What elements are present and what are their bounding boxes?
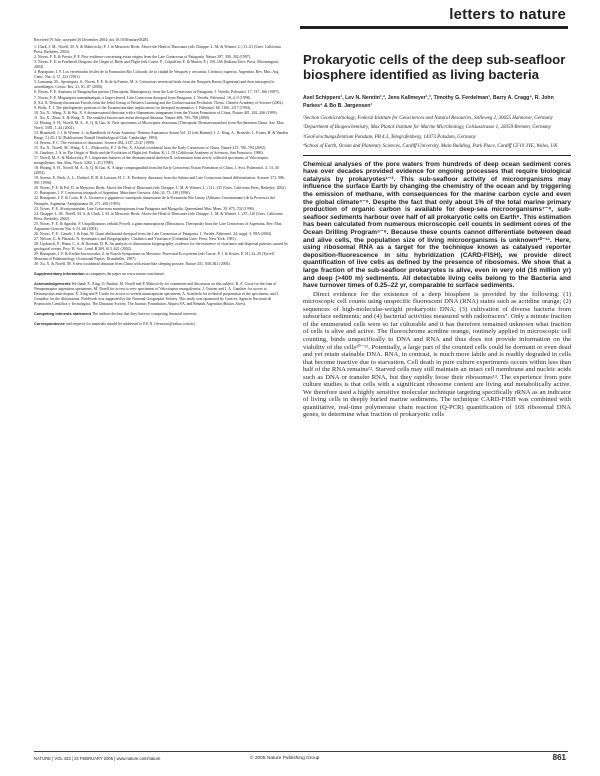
correspondence — [34, 321, 288, 327]
competing-text: The authors declare that they have no competing financial interests. — [91, 312, 198, 317]
reference-item: 22. Bonaparte, J. F. & Coria, R. A. Un nuevo y gigantesco saurópodo titanosaurio de la Formación Río Limay (Albiano–Cenomaniano) de la Provincia del Neuquén, Argentina. Ameghiniana 30, 271–282 (1993). — [34, 196, 275, 206]
reference-item: 10. Xu, X., Wang, X. & Wu, X. A dromaeosaurid dinosaur with a filamentous integument from the Yixian Formation of China. Nature 401, 262–266 (1999). — [34, 110, 278, 115]
header-rule — [300, 26, 568, 29]
acknowledgements — [34, 281, 288, 307]
acknowledgements-label: Acknowledgements — [34, 281, 71, 287]
reference-item: 18. Hwang, S. H., Norell, M. A., Ji, Q. & Gao, K. A large compsognathid from the Early Cretaceous Yixian Formation of China. J. Syst. Palaeontol. 2, 13–30 (2004). — [34, 166, 279, 176]
reference-item: 19. Sereno, P., Beck, A. L., Dutheil, D. B. & Larsson, H. C. E. Predatory dinosaurs from the Sahara and Late Cretaceous faunal differentiation. Science 272, 986–991 (1996). — [34, 176, 286, 186]
supplementary-note — [34, 271, 288, 277]
reference-item: 29. Bonaparte, J. F. & Kielan-Jaworowska, Z. in Fourth Symposium on Mesozoic Terrestrial Ecosystems (eds Currie, P. J. & Koster, E. H.) 24–29 (Tyrrell Museum of Palaeontology Occasional Papers, Drumheller, 1987). — [34, 251, 274, 262]
article-abstract: Chemical analyses of the pore waters from hundreds of deep ocean sediment cores have over decades provided evidence for ongoing processes that require biological catalysis by prokaryotes¹⁻³. This sub-seafloor activity of microorganisms may influence the surface Earth by changing the chemistry of the ocean and by triggering the emission of methane, with consequences for the marine carbon cycle and even the global climate⁴⁻⁶. Despite the fact that only about 1% of the total marine primary production of organic carbon is available for deep-sea microorganisms⁷⁻⁸, sub-seafloor sediments harbour over half of all prokaryotic cells on Earth⁹. This estimation has been calculated from numerous microscopic cell counts in sediment cores of the Ocean Drilling Program⁵⁻⁹. Because these counts cannot differentiate between dead and alive cells, the population size of living microorganisms is unknown¹⁰⁻¹¹. Here, using ribosomal RNA as a target for the technique known as catalysed reporter deposition-fluorescence in situ hybridization (CARD-FISH), we provide direct quantification of live cells as defined by the presence of ribosomes. We show that a large fraction of the sub-seafloor prokaryotes is alive, even in very old (16 million yr) and deep (>400 m) sediments. All detectable living cells belong to the Bacteria and have turnover times of 0.25–22 yr, comparable to surface sediments. — [303, 160, 571, 290]
reference-item: 4. Bonaparte, J. F. Los vertebrados fósiles de la Formación Rio Colorado, de la ciudad de Neuquén y cercanías, Cretácico superior, Argentina. Rev. Mus. Arg. Cienc. Nat. 4, 17–123 (1991). — [34, 70, 280, 80]
reference-item: 12. Hwang, S. H., Norell, M. A., Ji, Q. & Gao, K. New specimens of Microraptor zhaoianus (Theropoda: Dromaeosauridae) from Northeastern China. Am. Mus. Novit. 3381, 1–44 (2002). — [34, 120, 285, 130]
article-title: Prokaryotic cells of the deep sub-seafloor biosphere identified as living bacteria — [303, 52, 566, 82]
reference-item: 26. Novas, F. E., Canale, J. & Isasi, M. Giant abelisaurid theropod from the Late Cretaceous of Patagonia. J. Vertebr. Paleontol. 24, suppl. 3, 98A (2004). — [34, 231, 272, 236]
affiliation-item: ³GeoForschungsZentrum Potsdam, PB 4.3, Telegrafenberg, 14473 Potsdam, Germany — [303, 134, 476, 140]
reference-item: 11. Xu, X., Zhou, Z. & Wang, X. The smallest known non-avian theropod dinosaur. Nature 408, 705–708 (2000). — [34, 115, 211, 120]
reference-item: 21. Bonaparte, J. F. Cretaceous tetrapods of Argentina. Münchner Geowiss. Abh. 30, 73–130 (1996). — [34, 191, 191, 196]
reference-list — [34, 45, 288, 267]
reference-item: 2. Novas, F. E. & Puerta, P. F. New evidence concerning avian origins from the Late Cretaceous of Patagonia. Nature 387, 390–392 (1997). — [34, 55, 251, 60]
article-body: Direct evidence for the existence of a deep biosphere is provided by the following: (1) microscopic cell counts using unspecific fluorescent DNA (RNA) stains such as acridine orange; (2) sequences of high-molecular-weight prokaryotic DNA; (3) cultivation of diverse bacteria from subsurface sediments; and (4) bacterial activities measured with radiotracers⁷. Only a minute fraction of the enumerated cells were so far culturable and it has therefore remained unknown what fraction of cells is alive and active. The fluorochrome acridine orange, routinely applied in microscopic cell counting, binds unspecifically to DNA and RNA and thus does not provide information on the viability of the cells¹⁰⁻¹¹. Potentially, a large part of the counted cells could be dormant or even dead and yet retain stainable DNA. RNA, in contrast, is much more labile and is readily degraded in cells that become inactive due to starvation. Cell death in pure culture experiments occurs within less than half of the RNA remains¹². Starved cells may still maintain an intact cell membrane and nucleic acids such as DNA or transfer RNA, but they rapidly loose their ribosomes¹³. The experience from pure culture studies is that cells with a significant ribosome content are living and metabolically active. We therefore used a highly sensitive molecular technique targeting specifically rRNA as an indicator of living cells in deeply buried marine sediments. The technique CARD-FISH was combined with quantitative, real-time polymerase chain reaction (Q-PCR) quantification of 16S ribosomal DNA genes, to determine what fraction of prokaryotic cells — [303, 290, 571, 419]
section-label: letters to nature — [449, 6, 566, 23]
affiliation-item: ¹Section Geomicrobiology, Federal Institute for Geosciences and Natural Resources, Stilleweg 2, 30655 Hannover, Germany — [303, 116, 553, 121]
affiliations — [303, 115, 571, 151]
reference-item: 7. Novas, F. E. Megaraptor namunhuaiquii, a large-clawed, Late Cretaceous theropod from Patagonia. J. Vertebr. Paleontol. 18, 4–9 (1998). — [34, 95, 251, 100]
affiliation-item: ⁴School of Earth, Ocean and Planetary Sciences, Cardiff University, Main Building, Park Place, Cardiff CF10 3YE, Wales, UK — [303, 144, 558, 150]
received-line: Received 19 July; accepted 16 December 2004; doi:10.1038/nature03285. — [34, 38, 150, 42]
acknowledgements-text: We thank X. Xing, O. Rauhut, M. Norell and P. Makovicky for comments and discussion on this subject; R. A. Coria for the loan of Neuquenraptor argentinus specimens; M. Norell for access to new specimens of Velociraptor mongoliensis; J. Ostrom and J. A. Gauthier for access to Deinonychus antirrhopus; X. Xing and P. Currie for access to several maniraptoran specimens; A. Scanferla for technical preparation of the specimens; and J. González for the illustrations. Fieldwork was supported by the National Geographic Society. This study was sponsored by Conicet, Agencia Nacional de Promoción Científica y Tecnológica, The Dinosaur Society, The Jurassic Foundation, Alquist SA, and Renault Argentina (Bustos Aires). — [34, 282, 280, 307]
reference-item: 24. Chiappe, L. M., Norell, M. A. & Clark, J. M. in Mesozoic Birds: Above the Head of Dinosaurs (eds Chiappe, L. M. & Witmer, L.) 87–120 (Univ. California Press, Berkeley, 2002). — [34, 211, 283, 221]
reference-item: 30. Xu, X. & Norell, M. A new troodontid dinosaur from China with avian-like sleeping posture. Nature 431, 838–841 (2004). — [34, 262, 231, 267]
reference-item: 8. Xu, X. Deinonychosaurian Fossils from the Jehol Group of Western Liaoning and the Coelurosaurian Evolution. Thesis, Chinese Academy of Science (2002). — [34, 100, 284, 105]
reference-item: 13. Bramwell, J. J. & Witmer, L. in Handbook of Avian Anatomy: Nomina Anatomica Avium Vol. 23 (eds Baumel, J. J., King, A., Breazile, J., Evans, H. & Vanden Berge, J.) 45–132 (Publications Nuttall Ornithological Club, Cambridge, 1993). — [34, 130, 288, 140]
reference-item: 9. Holtz, T. J. The phylogenetic position of the Tyrannosauridae: implications for theropod systematics. J. Paleontol. 68, 1100–1117 (1994). — [34, 105, 251, 110]
left-column — [34, 38, 288, 327]
competing-interests — [34, 311, 288, 317]
supplementary-label: Supplementary Information — [34, 271, 85, 277]
reference-item: 17. Norell, M. A. & Makovicky, P. J. Important features of the dromaeosaurid skeleton II: information from newly collected specimens of Velociraptor mongoliensis. Am. Mus. Novit. 3282, 1–45 (1999). — [34, 156, 269, 166]
correspondence-label: Correspondence — [34, 321, 65, 327]
affiliation-rule — [303, 155, 571, 156]
supplementary-text: accompanies the paper on www.nature.com/nature. — [85, 272, 166, 277]
page-number: 861 — [552, 753, 566, 762]
reference-item: 25. Novas, F. E. & Agnolín, F. Unquillosaurus ceibalii Powell, a giant maniraptoran (Dinosauria, Theropoda) from the Late Cretaceous of Argentina. Rev. Mus. Argentino Ciencias Nat. 6, 61–66 (2004). — [34, 221, 283, 231]
reference-item: 23. Novas, F. E. Alvarezsauridae, Late Cretaceous maniraptorans from Patagonia and Mongolia. Queensland Mus. Mem. 39, 675–702 (1996). — [34, 206, 255, 211]
competing-label: Competing interests statement — [34, 311, 92, 317]
reference-item: 14. Sereno, P. C. The evolution of dinosaurs. Science 284, 2137–2147 (1999). — [34, 140, 156, 145]
reference-item: 28. Upchurch, P., Hunn, C. A. & Norman, D. B. An analysis of dinosaurian biogeography: evidence for the existence of vicariance and dispersal patterns caused by geological events. Proc. R. Soc. Lond. B 269, 613–621 (2002). — [34, 241, 289, 251]
affiliation-item: ²Department of Biogeochemistry, Max Planck Institute for Marine Microbiology, Celsiusstrasse 1, 28359 Bremen, Germany — [303, 125, 551, 131]
reference-item: 16. Gauthier, J. A. in The Origin of Birds and the Evolution of Flight (ed. Padian, K.) 1–55 (California Academy of Sciences, San Francisco, 1986). — [34, 151, 264, 156]
article-authors: Axel Schippers¹, Lev N. Neretin¹,², Jens Kallmeyer¹,³, Timothy G. Ferdelman¹, Barry A. Cragg⁴, R. John Parkes⁴ & Bo B. Jørgensen¹ — [303, 95, 554, 109]
footer-rule — [34, 751, 568, 752]
footer-copyright: © 2005 Nature Publishing Group — [250, 756, 320, 761]
correspondence-text: and requests for materials should be addressed to F.E.N. (fernovas@yahoo.com.ar). — [65, 322, 196, 327]
right-column — [303, 38, 571, 419]
reference-item: 20. Novas, F. E. & Pol, D. in Mesozoic Birds: Above the Head of Dinosaurs (eds Chiappe, L. M. & Witmer, L.) 121–125 (Univ. California Press, Berkeley, 2002). — [34, 186, 287, 191]
reference-item: 1. Clark, J. M., Norell, M. A. & Makovicky, P. J. in Mesozoic Birds: Above the Head of Dinosaurs (eds Chiappe, L. M. & Witmer, L.) 31–61 (Univ. California Press, Berkeley, 2002). — [34, 45, 281, 55]
footer-journal: NATURE | VOL 433 | 24 FEBRUARY 2005 | www.nature.com/nature — [34, 756, 161, 761]
reference-item: 27. Nelson, G. & Platnick, N. Systematics and Biogeography: Cladistics and Vicariance (Columbia Univ. Press, New York, 1981). — [34, 236, 237, 241]
reference-item: 15. Xu, X., Norell, M., Wang, X. L., Makovicky, P. J. & Wu, X. A basal troodontid from the Early Cretaceous of China. Nature 415, 780–784 (2002). — [34, 145, 267, 150]
reference-item: 6. Novas, F. E. Anatomy of Patagonykus puertai (Theropoda, Maniraptora), from the Late Cretaceous of Patagonia. J. Vertebr. Paleontol. 17, 137–166 (1997). — [34, 90, 280, 95]
reference-item: 5. Lamanna, M., Apesteguía, S., Novas, F. E. & de la Fuente, M. S. Cretaceous terrestrial birds from the Neuquén Basin (Argentina) and their intraspecific assemblages. Cretac. Res. 21, 81–87 (2000). — [34, 80, 275, 90]
reference-item: 3. Novas, F. E. in Feathered Dragons: the Origin of Birds and Flight (eds Currie, P., Colpaffini, E. & Martin, E.) 150–166 (Indiana Univ. Press, Bloomington, 2004). — [34, 60, 279, 70]
